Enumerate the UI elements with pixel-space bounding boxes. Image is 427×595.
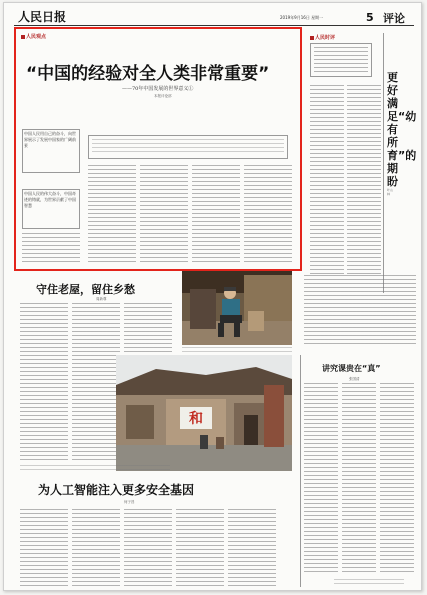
side-article-headline: 更好满足“幼有所育”的期盼 — [387, 71, 417, 188]
photo-old-house — [116, 355, 292, 471]
right-article-body-col-2 — [342, 383, 376, 573]
right-summary-text — [314, 47, 368, 73]
left-article-body-col-2 — [72, 303, 120, 463]
right-article-body-col-3 — [380, 383, 414, 573]
masthead-logo: 人民日报 — [18, 10, 67, 24]
bottom-body-col-2 — [72, 509, 120, 587]
bottom-body-col-5 — [228, 509, 276, 587]
side-quote-2: 中国人民的伟大奋斗，中国奇迹的铸就，为世界贡献了中国智慧 — [24, 191, 76, 208]
photo-person-seated-image — [182, 271, 292, 345]
right-article-body-col-1 — [304, 383, 338, 573]
main-article-headline: “中国的经验对全人类非常重要” — [26, 64, 270, 84]
highlight-frame — [14, 27, 302, 271]
right-article-author: 张国清 — [349, 377, 360, 381]
bottom-body-col-1 — [20, 509, 68, 587]
left-article-body-col-1 — [20, 303, 68, 463]
page-number: 5 — [366, 11, 374, 24]
bottom-article-author: 何子昌 — [124, 500, 135, 504]
page-footer — [334, 579, 404, 585]
right-lower-body — [304, 275, 416, 345]
bottom-body-col-4 — [176, 509, 224, 587]
main-article-kicker: 人民观点 — [21, 33, 46, 40]
main-article-subheadline: ——70年中国发展的世界意义① — [122, 86, 194, 92]
right-body-col-1 — [310, 85, 344, 275]
right-body-col-2 — [347, 85, 381, 275]
bottom-body-col-3 — [124, 509, 172, 587]
left-article-headline: 守住老屋，留住乡愁 — [36, 283, 135, 296]
right-article-headline: 讲究课贵在“真” — [322, 364, 381, 373]
newspaper-page — [3, 2, 422, 591]
column-divider — [383, 33, 384, 293]
photo-caption-2 — [20, 465, 170, 473]
kicker-mark-icon — [310, 36, 314, 40]
masthead-rule — [14, 25, 414, 26]
photo-person-seated — [182, 271, 292, 345]
main-article-byline: 本报评论部 — [154, 94, 172, 98]
page-name: 评论 — [383, 12, 405, 25]
masthead-date: 2019年9月16日 星期一 — [280, 15, 324, 20]
side-article-author: 叶山林 — [387, 188, 394, 196]
bottom-article-headline: 为人工智能注入更多安全基因 — [38, 483, 195, 497]
house-sign-text: 和 — [189, 411, 203, 427]
left-article-author: 周新尊 — [96, 297, 107, 301]
right-column-kicker: 人民时评 — [310, 34, 335, 41]
column-divider — [300, 355, 301, 587]
photo-old-house-image — [116, 355, 292, 471]
side-quote-1: 中国人民用自己的奋斗，向世界展示了发展中国家的广阔前景 — [24, 131, 76, 148]
